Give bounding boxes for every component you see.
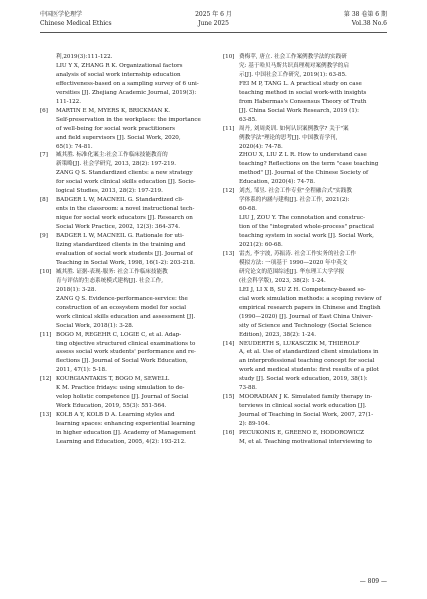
reference-entry	[40, 151, 208, 169]
reference-number: [11]	[223, 125, 235, 132]
reference-entry	[40, 196, 208, 232]
reference-text-line: ents in the classroom: a novel instructional tech-	[56, 206, 195, 213]
issue-date-cn: 2025 年 6 月	[195, 11, 232, 18]
reference-text-line: KOURGIANTAKIS T, BOGO M, SEWELL	[56, 376, 170, 383]
reference-text-line: nique for social work educators [J]. Research on	[56, 215, 193, 222]
reference-text-line: Education, 2020(4): 74-78.	[239, 179, 316, 186]
reference-text-line: BADGER L W, MACNEIL G. Rationale for uti-	[56, 233, 184, 240]
reference-entry	[223, 187, 391, 214]
reference-number: [13]	[223, 250, 235, 257]
reference-text-line: ZHOU X, LIU Z L R. How to understand case	[239, 152, 367, 159]
reference-entry	[223, 393, 391, 429]
reference-text-line: logical Studies, 2013, 28(2): 197-219.	[56, 188, 163, 195]
reference-text-line: and field supervisors [J]. Social Work, 2020,	[56, 134, 181, 141]
reference-text-line: from Habermas's Consensus Theory of Truth	[239, 98, 367, 105]
reference-entry	[223, 214, 391, 250]
reference-number: [9]	[40, 233, 48, 240]
reference-text-line: 73-88.	[239, 385, 257, 392]
reference-entry	[223, 340, 391, 394]
reference-number: [15]	[223, 394, 235, 401]
reference-text-line: (1990—2020) [J]. Journal of East China Univer-	[239, 313, 373, 320]
reference-entry	[40, 53, 208, 62]
journal-title-en: Chinese Medical Ethics	[40, 19, 112, 27]
reference-text-line: evaluation of social work students [J]. Journal of	[56, 250, 193, 257]
reference-text-line: 模拟方法: 一项基于 1990—2020 年中英文	[239, 259, 348, 266]
reference-text-line: 111-122.	[56, 98, 82, 105]
reference-text-line: Learning and Education, 2005, 4(2): 193-212.	[56, 438, 186, 445]
header-volume	[344, 11, 387, 28]
reference-text-line: A, et al. Use of standardized client simulations in	[239, 349, 379, 356]
reference-number: [12]	[40, 376, 52, 383]
reference-text-line: analysis of social work internship education	[56, 71, 181, 78]
reference-text-line: LEI J, LI X B, SU Z H. Competency-based so-	[239, 286, 366, 293]
reference-text-line: [J]. China Social Work Research, 2019 (1):	[239, 107, 359, 114]
reference-text-line: 学体系的内涵与建构[J]. 社会工作, 2021(2):	[239, 197, 350, 204]
reference-text-line: sity of Science and Technology (Social Science	[239, 322, 372, 329]
reference-text-line: 2020(4): 74-78.	[239, 143, 283, 150]
reference-text-line: 究: 基于哈贝马斯共识真理观对案例教学的启	[239, 62, 349, 69]
reference-number: [14]	[223, 340, 235, 347]
reference-text-line: (社会科学版), 2023, 38(2): 1-24.	[239, 277, 326, 284]
reference-entry	[223, 429, 391, 447]
reference-text-line: 新策略[J]. 社会学研究, 2013, 28(2): 197-219.	[56, 161, 176, 168]
reference-text-line: lizing standardized clients in the training and	[56, 242, 186, 249]
reference-number: [6]	[40, 107, 48, 114]
reference-text-line: ZANG Q S. Evidence-performance-service: the	[56, 295, 188, 302]
reference-entry	[223, 151, 391, 187]
reference-text-line: 示[J]. 中国社会工作研究, 2019(1): 63-85.	[239, 71, 347, 78]
reference-text-line: effectiveness-based on a sampling survey of 6 uni-	[56, 80, 199, 87]
reference-entry	[40, 331, 208, 376]
reference-text-line: Teaching in Social Work, 1998, 16(1-2): 203-218.	[56, 259, 195, 266]
reference-text-line: 利,2019(3):111-122.	[56, 54, 113, 60]
volume-en: Vol.38 No.6	[351, 19, 387, 27]
reference-text-line: ZANG Q S. Standardized clients: a new strategy	[56, 170, 193, 177]
reference-number: [13]	[40, 412, 52, 419]
reference-number: [7]	[40, 152, 48, 159]
reference-text-line: 2021(2): 60-68.	[239, 242, 283, 249]
reference-text-line: teaching system in social work [J]. Social Work,	[239, 233, 374, 240]
reference-entry	[223, 53, 391, 80]
reference-text-line: learning spaces: enhancing experiential learning	[56, 421, 195, 428]
reference-text-line: 研究论文的范围综述[J]. 华东理工大学学报	[239, 268, 345, 275]
reference-text-line: 2011, 47(1): 5-18.	[56, 367, 107, 374]
reference-text-line: work and medical students: first results of a pilot	[239, 367, 379, 374]
reference-number: [11]	[40, 331, 52, 338]
reference-text-line: Journal of Teaching in Social Work, 2007, 27(1-	[239, 412, 374, 419]
reference-text-line: ting objective structured clinical examinations to	[56, 340, 196, 347]
reference-text-line: PECUKONIS E, GREENO E, HODOROWICZ	[239, 430, 365, 437]
reference-number: [12]	[223, 188, 235, 195]
reference-text-line: 雷杰, 李宇波, 苏振涛. 社会工作实务的社会工作	[239, 250, 356, 257]
reference-text-line: KOLB A Y, KOLB D A. Learning styles and	[56, 412, 175, 419]
reference-text-line: 周丹, 刘周炎训. 如何认识案例教学? 关于"案	[239, 125, 349, 132]
reference-entry	[223, 125, 391, 152]
volume-cn: 第 38 卷第 6 期	[343, 11, 387, 18]
reference-text-line: LIU Y X, ZHANG R K. Organizational factors	[56, 62, 183, 69]
reference-number: [16]	[223, 430, 235, 437]
reference-text-line: 例教学法"理论的思考[J]. 中国教育学刊,	[239, 134, 338, 141]
reference-text-line: study [J]. Social work education, 2019, 38(1):	[239, 376, 368, 383]
reference-text-line: of well-being for social work practitioners	[56, 125, 175, 132]
reference-entry	[223, 80, 391, 125]
reference-text-line: 2): 89-104.	[239, 421, 270, 428]
issue-date-en: June 2025	[198, 19, 229, 27]
reference-entry	[40, 375, 208, 411]
reference-text-line: assess social work students' performance and re-	[56, 349, 196, 356]
reference-entry	[40, 268, 208, 295]
reference-text-line: 2018(1): 3-28.	[56, 286, 97, 293]
reference-text-line: 60-68.	[239, 206, 257, 213]
reference-entry	[40, 295, 208, 331]
journal-title-cn: 中国医学伦理学	[40, 11, 83, 18]
reference-text-line: tion of the "integrated whole-process" practical	[239, 224, 374, 231]
reference-text-line: in higher education [J]. Academy of Management	[56, 430, 196, 437]
reference-number: [10]	[40, 268, 52, 275]
reference-text-line: Self-preservation in the workplace: the importance	[56, 116, 201, 123]
reference-entry	[40, 62, 208, 107]
reference-text-line: an interprofessional teaching concept for social	[239, 358, 375, 365]
reference-text-line: 育与评估的生态系统模式建构[J]. 社会工作,	[56, 277, 164, 284]
reference-text-line: construction of an ecosystem model for social	[56, 304, 187, 311]
references-right-column	[223, 53, 391, 447]
reference-text-line: method" [J]. Journal of the Chinese Society of	[239, 170, 369, 177]
reference-text-line: BOGO M, REGEHR C, LOGIE C, et al. Adap-	[56, 331, 182, 338]
reference-text-line: flections [J]. Journal of Social Work Education,	[56, 358, 188, 365]
reference-text-line: MARTIN E M, MYERS K, BRICKMAN K.	[56, 107, 171, 114]
reference-text-line: FEI M P, TANG L. A practical study on case	[239, 80, 362, 87]
header-date	[40, 11, 387, 28]
reference-text-line: 63-85.	[239, 116, 257, 123]
reference-text-line: empirical research papers in Chinese and English	[239, 304, 381, 311]
reference-text-line: LIU J, ZOU Y. The connotation and construc-	[239, 215, 366, 222]
reference-entry	[223, 286, 391, 340]
reference-text-line: versities [J]. Zhejiang Academic Journal, 2019(3):	[56, 89, 197, 96]
reference-text-line: work clinical skills education and assessment [J].	[56, 313, 196, 320]
references-left-column	[40, 53, 208, 447]
running-header	[40, 8, 387, 33]
reference-text-line: 臧其胜. 证据-表现-服务: 社会工作临床技能教	[56, 268, 168, 275]
reference-number: [10]	[223, 54, 235, 60]
reference-text-line: terviews in clinical social work education [J].	[239, 403, 367, 410]
reference-text-line: Social Work, 2018(1): 3-28.	[56, 322, 134, 329]
reference-text-line: 65(1): 74-81.	[56, 143, 93, 150]
reference-entry	[40, 411, 208, 447]
reference-entry	[40, 107, 208, 152]
reference-text-line: velop holistic competence [J]. Journal of Social	[56, 394, 189, 401]
reference-entry	[40, 169, 208, 196]
reference-text-line: Social Work Practice, 2002, 12(3): 364-374.	[56, 224, 181, 231]
reference-text-line: teaching method in social work-with insights	[239, 89, 367, 96]
reference-entry	[223, 250, 391, 286]
reference-text-line: NEUDERTH S, LUKASCZIK M, THIEROLF	[239, 340, 360, 347]
reference-text-line: 费梅苹, 唐立. 社会工作案例教学法的实践研	[239, 54, 347, 60]
reference-text-line: teaching? Reflections on the term "case teaching	[239, 161, 379, 168]
reference-text-line: Work Education, 2019, 55(3): 551-564.	[56, 403, 167, 410]
reference-number: [8]	[40, 197, 48, 204]
reference-text-line: K M. Practice fridays: using simulation to de-	[56, 385, 185, 392]
page-number: — 809 —	[359, 578, 387, 585]
reference-entry	[40, 232, 208, 268]
reference-text-line: BADGER L W, MACNEIL G. Standardized cli-	[56, 197, 184, 204]
reference-text-line: 臧其胜. 标准化案主:社会工作临床技能教育的	[56, 152, 168, 159]
reference-text-line: cial work simulation methods: a scoping review of	[239, 295, 382, 302]
reference-text-line: 刘杰, 邹昱. 社会工作专业"全程融合式"实践教	[239, 188, 352, 195]
reference-text-line: M, et al. Teaching motivational interviewing to	[239, 438, 372, 445]
reference-text-line: for social work clinical skills education [J]. Socio-	[56, 179, 196, 186]
reference-text-line: Edition), 2023, 38(2): 1-24.	[239, 331, 317, 338]
reference-text-line: MOORADIAN J K. Simulated family therapy in-	[239, 394, 373, 401]
